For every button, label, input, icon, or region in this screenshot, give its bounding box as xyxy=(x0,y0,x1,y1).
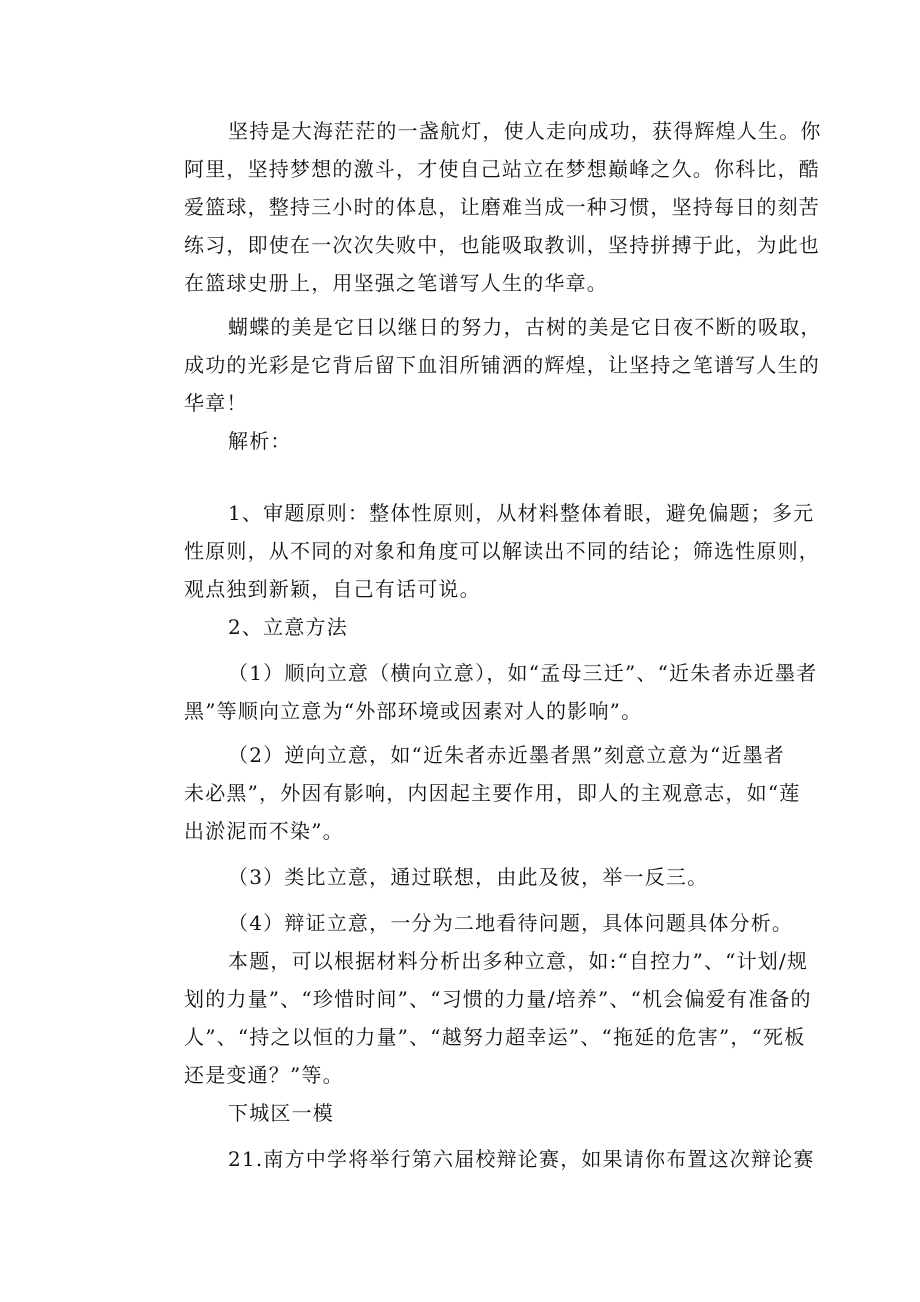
paragraph-analysis-heading xyxy=(140,422,790,460)
text-line: 下城区一模 xyxy=(228,1101,334,1125)
text-line: 爱篮球，整持三小时的体息，让磨难当成一种习惯，坚持每日的刻苦 xyxy=(184,195,820,219)
paragraph-question-21 xyxy=(140,1140,815,1178)
text-line: （1）顺向立意（横向立意），如“孟母三迁”、“近朱者赤近墨者 xyxy=(228,661,818,685)
paragraph-method-3 xyxy=(140,858,790,896)
text-line: 2、立意方法 xyxy=(228,615,348,639)
paragraph-method-1 xyxy=(140,654,818,730)
spacer xyxy=(0,896,920,904)
paragraph-review-principles xyxy=(140,494,820,608)
text-line: 未必黑”，外因有影响，内因起主要作用，即人的主观意志，如“莲 xyxy=(184,781,801,805)
text-line: 在篮球史册上，用坚强之笔谱写人生的华章。 xyxy=(184,271,608,295)
spacer xyxy=(0,1132,920,1140)
text-line: （2）逆向立意，如“近朱者赤近墨者黑”刻意立意为“近墨者 xyxy=(228,743,785,767)
text-line: （3）类比立意，通过联想，由此及彼，举一反三。 xyxy=(228,865,709,889)
spacer xyxy=(0,646,920,654)
text-line: 观点独到新颖，自己有话可说。 xyxy=(184,577,481,601)
paragraph-persistence-example xyxy=(140,112,822,302)
paragraph-methods-heading xyxy=(140,608,790,646)
text-line: 坚持是大海茫茫的一盏航灯，使人走向成功，获得辉煌人生。你 xyxy=(228,119,822,143)
text-line: 蝴蝶的美是它日以继日的努力，古树的美是它日夜不断的吸取， xyxy=(228,315,822,339)
paragraph-method-2 xyxy=(140,736,801,850)
text-line: （4）辩证立意，一分为二地看待问题，具体问题具体分析。 xyxy=(228,911,794,935)
text-line: 本题，可以根据材料分析出多种立意，如:“自控力”、“计划/规 xyxy=(228,949,809,973)
text-line: 解析： xyxy=(228,429,292,453)
spacer xyxy=(0,460,920,494)
paragraph-theme-options xyxy=(140,942,812,1094)
text-line: 华章！ xyxy=(184,391,248,415)
text-line: 阿里，坚持梦想的激斗，才使自己站立在梦想巅峰之久。你科比，酷 xyxy=(184,157,820,181)
text-line: 还是变通？”等。 xyxy=(184,1063,344,1087)
text-line: 黑”等顺向立意为“外部环境或因素对人的影响”。 xyxy=(184,699,643,723)
spacer xyxy=(0,850,920,858)
paragraph-section-heading xyxy=(140,1094,790,1132)
text-line: 21.南方中学将举行第六届校辩论赛，如果请你布置这次辩论赛 xyxy=(228,1147,815,1171)
text-line: 性原则，从不同的对象和角度可以解读出不同的结论；筛选性原则， xyxy=(184,539,820,563)
paragraph-method-4 xyxy=(140,904,794,942)
text-line: 划的力量”、“珍惜时间”、“习惯的力量/培养”、“机会偏爱有准备的 xyxy=(184,987,812,1011)
paragraph-butterfly-tree xyxy=(140,308,822,422)
text-line: 练习，即使在一次次失败中，也能吸取教训，坚持拼搏于此，为此也 xyxy=(184,233,820,257)
text-line: 人”、“持之以恒的力量”、“越努力超幸运”、“拖延的危害”，“死板 xyxy=(184,1025,806,1049)
text-line: 成功的光彩是它背后留下血泪所铺洒的辉煌，让坚持之笔谱写人生的 xyxy=(184,353,820,377)
text-line: 出淤泥而不染”。 xyxy=(184,819,344,843)
text-line: 1、审题原则：整体性原则，从材料整体着眼，避免偏题；多元 xyxy=(228,501,815,525)
